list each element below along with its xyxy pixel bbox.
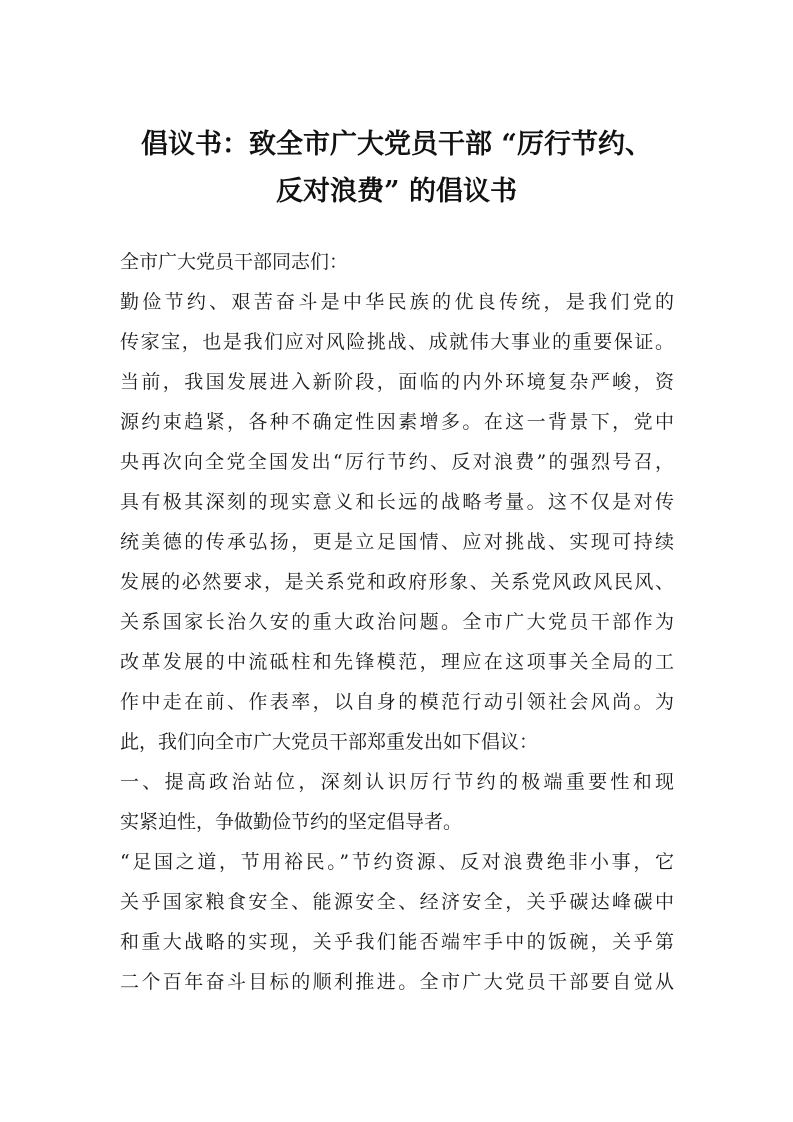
body-line: 作中走在前、作表率，以自身的模范行动引领社会风尚。为: [120, 691, 674, 713]
body-line: 源约束趋紧，各种不确定性因素增多。在这一背景下，党中: [120, 411, 674, 433]
salutation: 全市广大党员干部同志们：: [120, 251, 349, 273]
body-line: 当前，我国发展进入新阶段，面临的内外环境复杂严峻，资: [120, 371, 674, 393]
body-line: 勤俭节约、艰苦奋斗是中华民族的优良传统，是我们党的: [120, 291, 674, 313]
document-title-line-1: 倡议书：致全市广大党员干部 “厉行节约、: [141, 129, 652, 160]
body-line: 二个百年奋斗目标的顺利推进。全市广大党员干部要自觉从: [120, 971, 674, 993]
body-line: 传家宝，也是我们应对风险挑战、成就伟大事业的重要保证。: [120, 331, 674, 353]
body-line: 关乎国家粮食安全、能源安全、经济安全，关乎碳达峰碳中: [120, 891, 674, 913]
body-line: 统美德的传承弘扬，更是立足国情、应对挑战、实现可持续: [120, 531, 674, 553]
body-line: 实紧迫性，争做勤俭节约的坚定倡导者。: [120, 811, 463, 833]
body-line: 具有极其深刻的现实意义和长远的战略考量。这不仅是对传: [120, 491, 674, 513]
body-line: 发展的必然要求，是关系党和政府形象、关系党风政风民风、: [120, 571, 674, 593]
body-line: 央再次向全党全国发出“厉行节约、反对浪费”的强烈号召，: [120, 451, 674, 473]
document-title-line-2: 反对浪费” 的倡议书: [276, 176, 517, 207]
body-line: 关系国家长治久安的重大政治问题。全市广大党员干部作为: [120, 611, 674, 633]
body-line: 一、提高政治站位，深刻认识厉行节约的极端重要性和现: [120, 771, 674, 793]
body-line: 和重大战略的实现，关乎我们能否端牢手中的饭碗，关乎第: [120, 931, 674, 953]
body-line: “足国之道，节用裕民。”节约资源、反对浪费绝非小事，它: [120, 851, 674, 873]
body-line: 此，我们向全市广大党员干部郑重发出如下倡议：: [120, 731, 539, 753]
body-line: 改革发展的中流砥柱和先锋模范，理应在这项事关全局的工: [120, 651, 674, 673]
